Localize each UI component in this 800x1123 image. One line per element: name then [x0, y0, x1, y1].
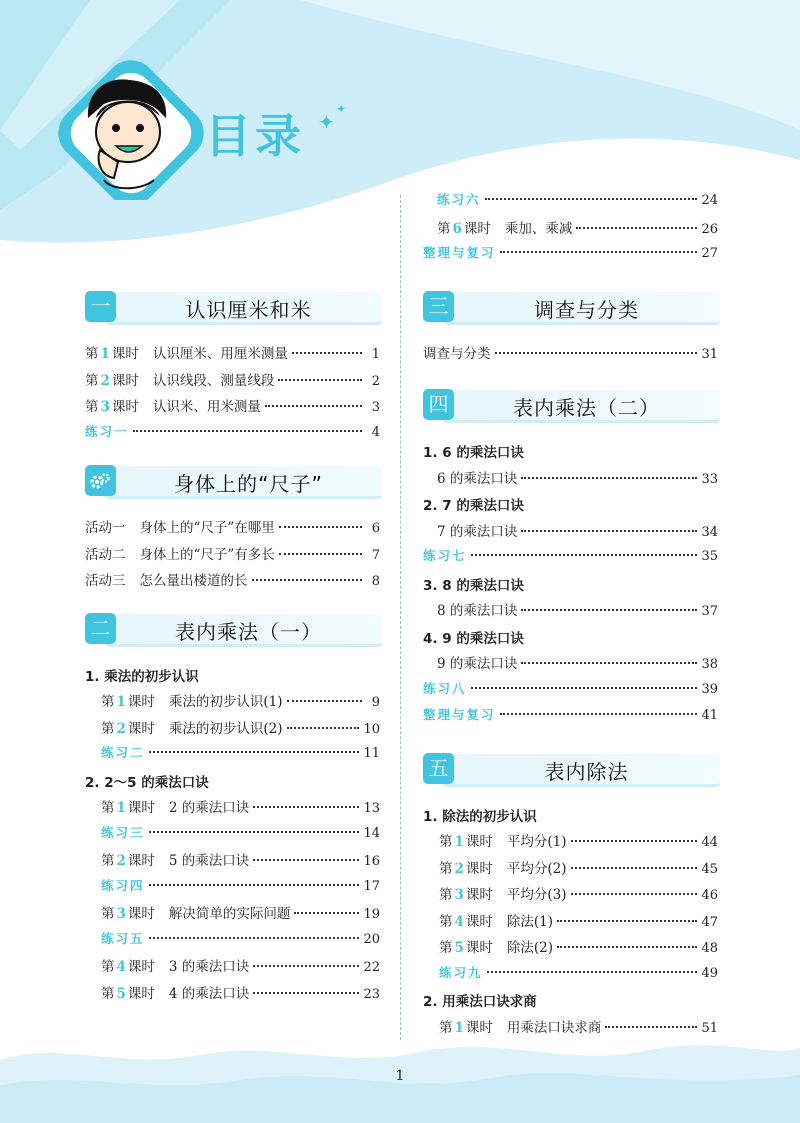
page-number: 8 [371, 574, 380, 589]
page-number: 7 [371, 547, 380, 563]
page-number: 13 [363, 801, 380, 816]
toc-entry[interactable]: 第 3 课时 平均分(3) 46 [439, 887, 718, 903]
section-title: 1. 乘法的初步认识 [85, 668, 199, 685]
toc-entry[interactable]: 第 6 课时 乘加、乘减 26 [437, 220, 718, 237]
page-number: 44 [701, 835, 718, 850]
page-title: 目录 [205, 109, 305, 163]
toc-entry[interactable]: 第 2 课时 乘法的初步认识(2) 10 [101, 720, 380, 737]
unit-header-2 [85, 610, 380, 650]
page-number: 31 [701, 346, 718, 362]
page-number: 16 [363, 854, 380, 869]
toc-entry[interactable]: 第 2 课时 平均分(2) 45 [439, 860, 718, 877]
page-number: 24 [701, 193, 718, 208]
toc-left-column [85, 288, 380, 1008]
section-title: 2. 用乘法口诀求商 [423, 994, 537, 1010]
toc-entry[interactable]: 第 4 课时 3 的乘法口诀 22 [101, 959, 380, 975]
column-divider [400, 195, 401, 1040]
page-number: 20 [363, 931, 380, 947]
unit-title: 调查与分类 [534, 297, 639, 322]
unit-title: 表内乘法（一） [175, 619, 322, 644]
toc-entry[interactable]: 第 1 课时 2 的乘法口诀 13 [101, 800, 380, 816]
unit-header-4 [423, 386, 718, 426]
page-number: 6 [371, 521, 380, 536]
toc-practice-entry[interactable]: 练习三 14 [101, 824, 380, 841]
page-number: 10 [363, 721, 380, 737]
toc-practice-entry[interactable]: 练习八 39 [423, 680, 718, 697]
section-title: 2. 2～5 的乘法口诀 [85, 774, 209, 791]
page-number: 1 [371, 347, 380, 362]
section-title: 1. 6 的乘法口诀 [423, 445, 524, 461]
toc-entry[interactable]: 第 5 课时 4 的乘法口诀 23 [101, 985, 380, 1002]
toc-practice-entry[interactable]: 练习九 49 [439, 964, 718, 981]
activity-header [85, 462, 380, 502]
toc-entry[interactable]: 第 2 课时 5 的乘法口诀 16 [101, 853, 380, 869]
page-number: 17 [363, 878, 380, 894]
section-title: 4. 9 的乘法口诀 [423, 630, 524, 647]
toc-entry[interactable]: 活动三 怎么量出楼道的长 8 [85, 573, 380, 589]
sparkle-icon: ✦ [336, 102, 347, 116]
unit-header-5 [423, 750, 718, 790]
page-number: 38 [701, 657, 718, 672]
toc-entry[interactable]: 活动一 身体上的“尺子”在哪里 6 [85, 520, 380, 536]
page-number: 49 [701, 965, 718, 981]
section-title: 1. 除法的初步认识 [423, 808, 537, 825]
unit-header-3 [423, 288, 718, 328]
unit-badge: 三 [423, 291, 454, 322]
header-illustration [0, 0, 800, 200]
toc-practice-entry[interactable]: 练习七 35 [423, 548, 718, 564]
sparkle-icon: ✦ [318, 110, 335, 134]
page-number: 2 [371, 373, 380, 389]
unit-title: 认识厘米和米 [185, 298, 312, 322]
toc-entry[interactable]: 第 3 课时 解决简单的实际问题 19 [101, 906, 380, 922]
page-number: 4 [371, 424, 380, 440]
page-number: 9 [371, 695, 380, 710]
toc-practice-entry[interactable]: 练习六 24 [437, 192, 718, 208]
page-number: 3 [371, 400, 380, 415]
page-number: 41 [701, 708, 718, 723]
toc-review-entry[interactable]: 整理与复习 27 [423, 245, 718, 261]
toc-entry[interactable]: 6 的乘法口诀 33 [437, 470, 718, 487]
page-number: 37 [701, 604, 718, 619]
unit-badge [85, 465, 116, 496]
page-number: 33 [701, 471, 718, 487]
toc-entry[interactable]: 活动二 身体上的“尺子”有多长 7 [85, 546, 380, 563]
toc-review-entry[interactable]: 整理与复习 41 [423, 707, 718, 723]
page-number: 23 [363, 986, 380, 1002]
page-number: 48 [701, 941, 718, 956]
unit-title: 身体上的“尺子” [174, 472, 323, 496]
toc-entry[interactable]: 第 2 课时 认识线段、测量线段 2 [85, 372, 380, 389]
section-title: 3. 8 的乘法口诀 [423, 577, 524, 594]
toc-practice-entry[interactable]: 练习五 20 [101, 930, 380, 947]
page-number: 11 [363, 746, 380, 761]
toc-entry[interactable]: 9 的乘法口诀 38 [437, 656, 718, 672]
toc-practice-entry[interactable]: 练习一 4 [85, 423, 380, 440]
page-number: 46 [701, 888, 718, 903]
page-footer-number: 1 [395, 1068, 405, 1084]
page-number: 19 [363, 907, 380, 922]
toc-entry[interactable]: 调查与分类 31 [423, 345, 718, 362]
page-number: 22 [363, 960, 380, 975]
page-number: 35 [701, 549, 718, 564]
page-number: 45 [701, 861, 718, 877]
toc-entry[interactable]: 7 的乘法口诀 34 [437, 523, 718, 540]
section-title: 2. 7 的乘法口诀 [423, 498, 524, 514]
unit-badge: 四 [423, 389, 454, 420]
unit-header-1 [85, 288, 380, 328]
unit-badge: 五 [423, 753, 454, 784]
toc-entry[interactable]: 8 的乘法口诀 37 [437, 603, 718, 619]
page-number: 14 [363, 825, 380, 841]
toc-practice-entry[interactable]: 练习四 17 [101, 877, 380, 894]
toc-entry[interactable]: 第 1 课时 平均分(1) 44 [439, 834, 718, 850]
toc-entry[interactable]: 第 1 课时 用乘法口诀求商 51 [439, 1019, 718, 1036]
unit-title: 表内乘法（二） [513, 396, 660, 420]
toc-entry[interactable]: 第 3 课时 认识米、用米测量 3 [85, 399, 380, 415]
gear-icon [89, 472, 111, 490]
toc-entry[interactable]: 第 1 课时 乘法的初步认识(1) 9 [101, 694, 380, 710]
unit-badge: 一 [85, 291, 116, 322]
unit-title: 表内除法 [544, 759, 629, 784]
page-number: 26 [701, 221, 718, 237]
page-number: 47 [701, 914, 718, 930]
page-number: 51 [701, 1020, 718, 1036]
page-number: 34 [701, 524, 718, 540]
toc-right-column [423, 190, 718, 1042]
unit-badge: 二 [85, 613, 116, 644]
toc-practice-entry[interactable]: 练习二 11 [101, 745, 380, 761]
page-number: 39 [701, 681, 718, 697]
toc-entry[interactable]: 第 4 课时 除法(1) 47 [439, 913, 718, 930]
toc-entry[interactable]: 第 5 课时 除法(2) 48 [439, 940, 718, 956]
toc-entry[interactable]: 第 1 课时 认识厘米、用厘米测量 1 [85, 346, 380, 362]
page-number: 27 [701, 246, 718, 261]
